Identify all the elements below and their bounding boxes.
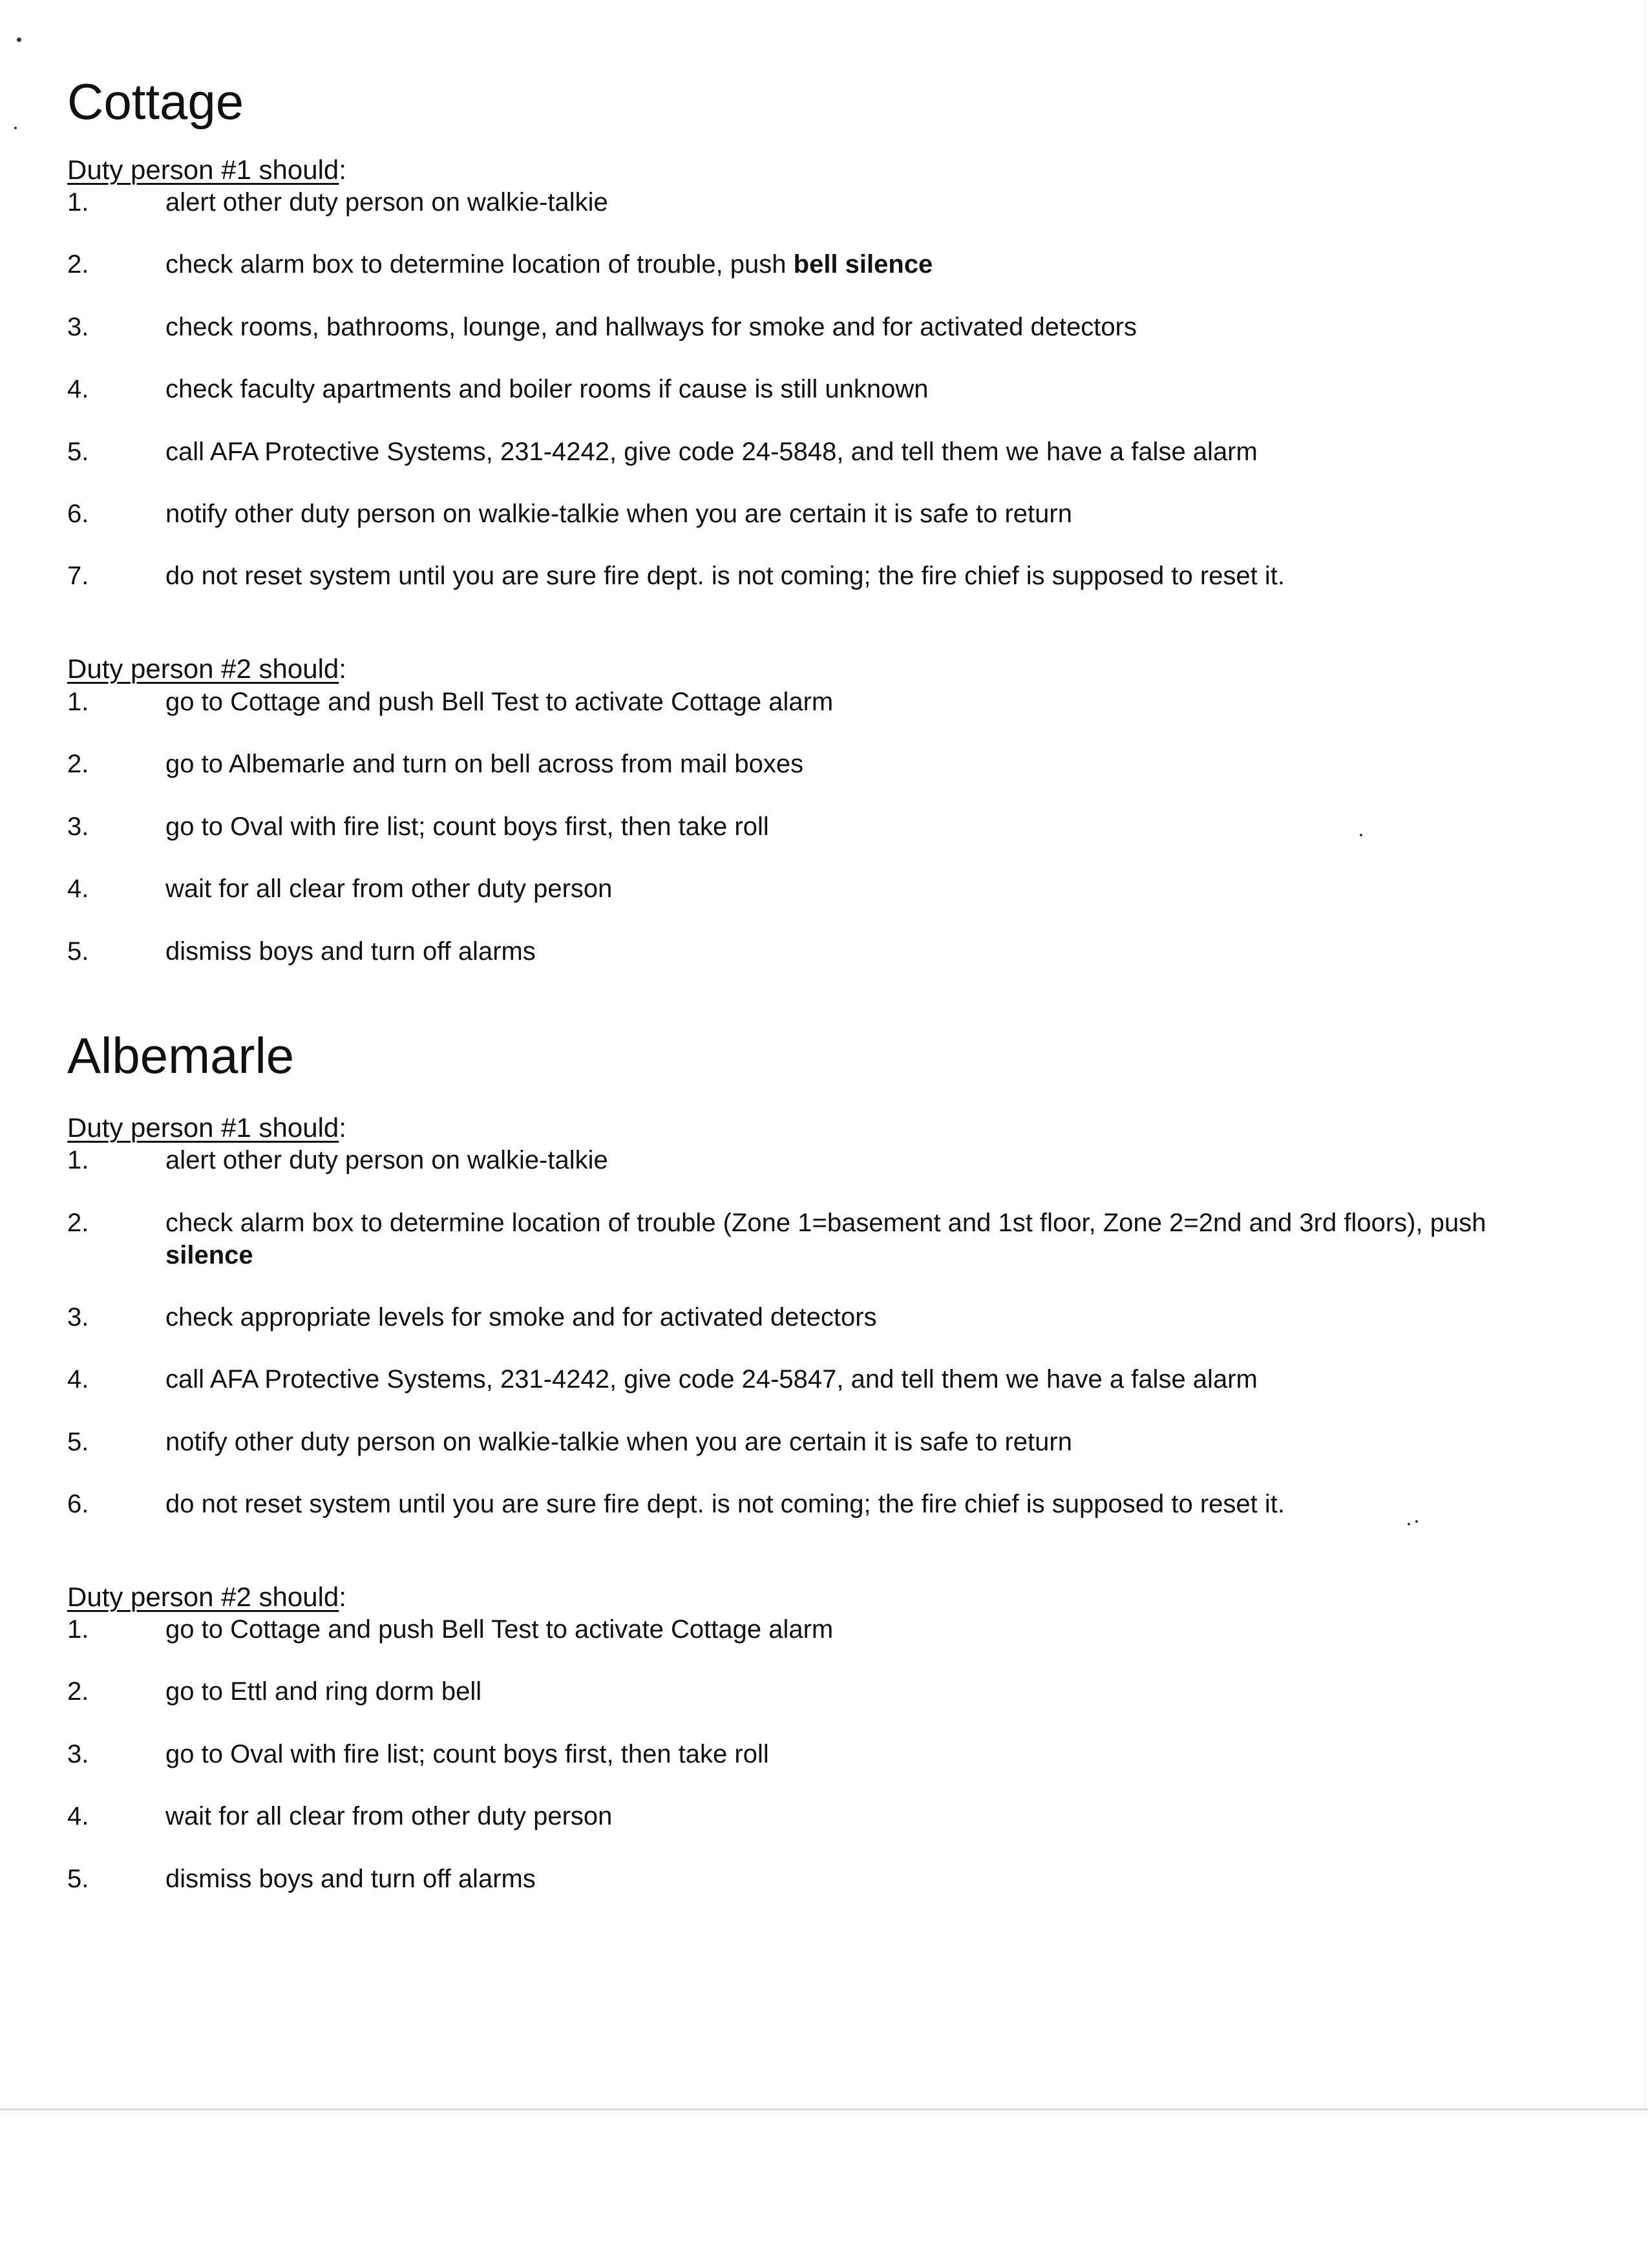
step-text: check rooms, bathrooms, lounge, and hallways for smoke and for activated detectors <box>165 313 1137 341</box>
duty-heading-text: Duty person #2 should <box>67 1582 339 1612</box>
step-text: go to Oval with fire list; count boys first, then take roll <box>165 812 769 841</box>
step-text: go to Albemarle and turn on bell across from mail boxes <box>165 750 804 778</box>
step-text: dismiss boys and turn off alarms <box>165 1865 536 1893</box>
scan-speck <box>1408 1523 1410 1525</box>
duty-heading-colon: : <box>339 1112 346 1143</box>
step-number: 1. <box>67 1615 89 1644</box>
step-text: check appropriate levels for smoke and for activated detectors <box>165 1303 877 1331</box>
step-text: do not reset system until you are sure fire dept. is not coming; the fire chief is supposed to reset it. <box>165 562 1285 590</box>
step-text: go to Cottage and push Bell Test to activate Cottage alarm <box>165 688 834 716</box>
step-text <box>165 248 1558 281</box>
step-number: 1. <box>67 1146 89 1174</box>
step-number: 5. <box>67 1428 89 1456</box>
step-number: 4. <box>67 375 89 403</box>
step-number: 1. <box>67 188 89 217</box>
scan-edge-line <box>0 2108 1648 2110</box>
step-text: notify other duty person on walkie-talkie when you are certain it is safe to return <box>165 500 1072 528</box>
step-text: do not reset system until you are sure fire dept. is not coming; the fire chief is supposed to reset it. <box>165 1490 1285 1518</box>
step-number: 3. <box>67 1303 89 1331</box>
step-text: alert other duty person on walkie-talkie <box>165 188 608 217</box>
step-text: go to Cottage and push Bell Test to activate Cottage alarm <box>165 1615 834 1644</box>
scan-speck <box>1360 834 1362 836</box>
step-text: wait for all clear from other duty person <box>165 1802 613 1830</box>
duty-heading-text: Duty person #1 should <box>67 1112 339 1143</box>
step-number: 6. <box>67 1490 89 1518</box>
step-number: 1. <box>67 688 89 716</box>
step-text: call AFA Protective Systems, 231-4242, give code 24-5847, and tell them we have a false alarm <box>165 1365 1258 1394</box>
scan-edge <box>1644 0 1645 2108</box>
step-text: alert other duty person on walkie-talkie <box>165 1146 608 1174</box>
step-number: 4. <box>67 1802 89 1830</box>
section-title-albemarle: Albemarle <box>67 1027 295 1084</box>
duty-heading-colon: : <box>339 154 346 185</box>
step-text-bold: silence <box>165 1241 253 1269</box>
duty-heading-text: Duty person #1 should <box>67 154 339 185</box>
step-text: check faculty apartments and boiler rooms if cause is still unknown <box>165 375 929 403</box>
step-text: dismiss boys and turn off alarms <box>165 937 536 966</box>
scan-speck <box>14 127 17 129</box>
step-number: 4. <box>67 874 89 903</box>
step-number: 5. <box>67 937 89 966</box>
step-number: 4. <box>67 1365 89 1394</box>
step-number: 3. <box>67 313 89 341</box>
step-text: call AFA Protective Systems, 231-4242, give code 24-5848, and tell them we have a false alarm <box>165 438 1258 466</box>
scan-speck <box>1415 1520 1418 1523</box>
step-number: 3. <box>67 1740 89 1768</box>
step-text-plain: check alarm box to determine location of trouble, push <box>165 250 794 279</box>
step-number: 6. <box>67 500 89 528</box>
step-text-plain: check alarm box to determine location of trouble (Zone 1=basement and 1st floor, Zone 2=2nd and 3rd floors), push <box>165 1209 1486 1237</box>
section-title-cottage: Cottage <box>67 73 244 130</box>
duty-heading <box>67 156 346 184</box>
duty-heading-colon: : <box>339 653 346 684</box>
step-number: 2. <box>67 250 89 279</box>
scan-speck <box>17 37 21 42</box>
duty-heading <box>67 1584 346 1611</box>
step-number: 2. <box>67 1677 89 1706</box>
step-number: 3. <box>67 812 89 841</box>
duty-heading <box>67 655 346 683</box>
step-text: wait for all clear from other duty person <box>165 874 613 903</box>
step-number: 2. <box>67 1209 89 1237</box>
step-text <box>165 1207 1558 1271</box>
step-number: 7. <box>67 562 89 590</box>
step-text-bold: bell silence <box>793 250 933 279</box>
step-number: 5. <box>67 1865 89 1893</box>
duty-heading <box>67 1114 346 1141</box>
step-number: 5. <box>67 438 89 466</box>
step-text: go to Oval with fire list; count boys first, then take roll <box>165 1740 769 1768</box>
step-text: go to Ettl and ring dorm bell <box>165 1677 482 1706</box>
step-text: notify other duty person on walkie-talkie when you are certain it is safe to return <box>165 1428 1072 1456</box>
step-number: 2. <box>67 750 89 778</box>
duty-heading-text: Duty person #2 should <box>67 653 339 684</box>
duty-heading-colon: : <box>339 1582 346 1612</box>
